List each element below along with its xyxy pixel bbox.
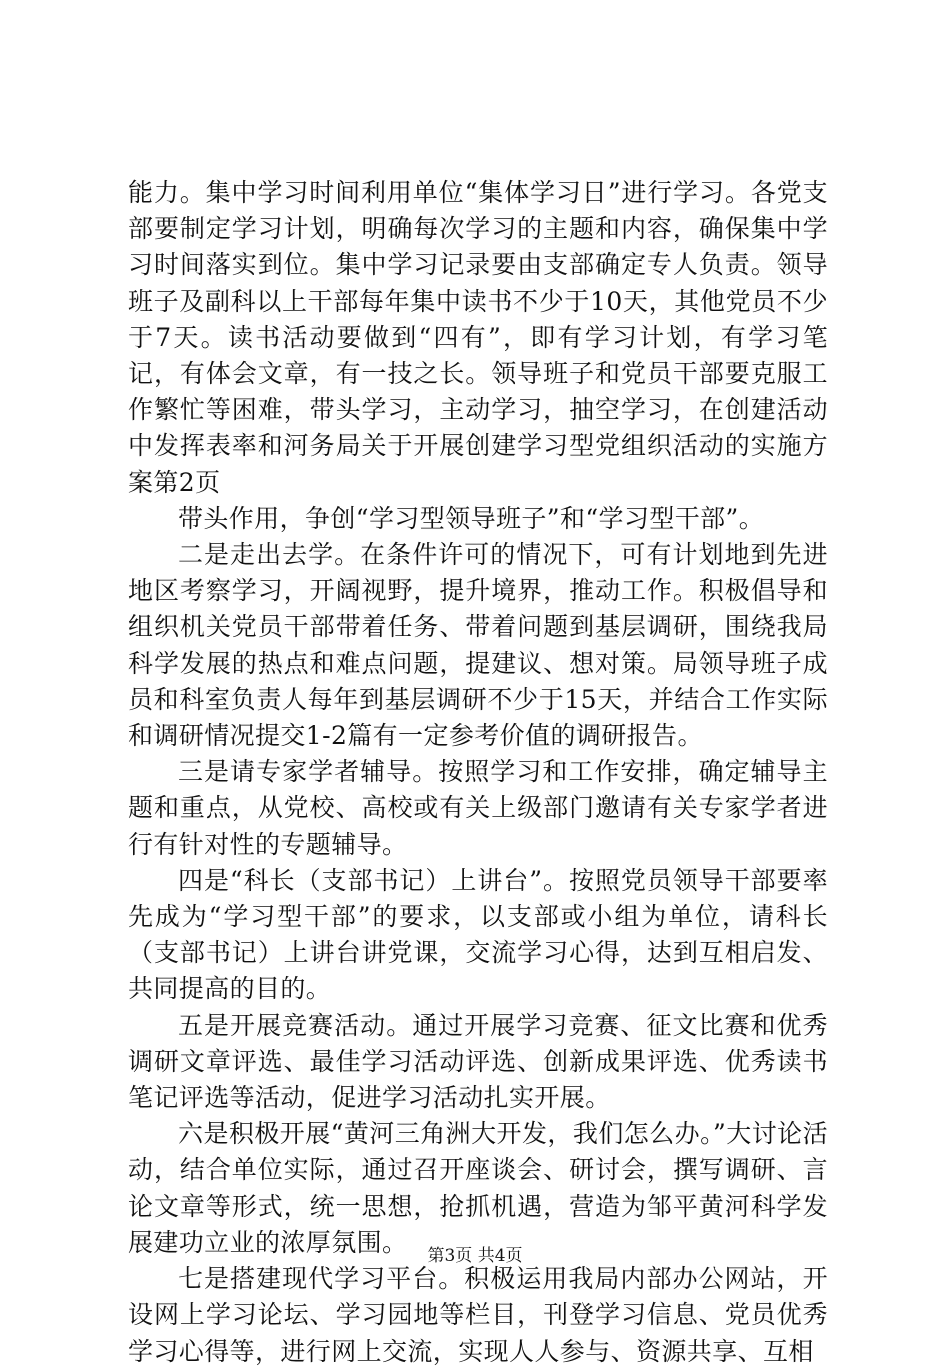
paragraph-item-6: 六是积极开展“黄河三角洲大开发，我们怎么办。”大讨论活动，结合单位实际，通过召开座谈会、研讨会，撰写调研、言论文章等形式，统一思想，抢抓机遇，营造为邹平黄河科学发展建功立业的浓厚氛围。 — [128, 1119, 828, 1257]
page-footer: 第3页 共4页 — [427, 1246, 523, 1266]
body-text — [128, 175, 828, 1370]
paragraph-lead-by-example: 带头作用，争创“学习型领导班子”和“学习型干部”。 — [178, 503, 765, 533]
paragraph-item-7: 七是搭建现代学习平台。积极运用我局内部办公网站，开设网上学习论坛、学习园地等栏目，刊登学习信息、党员优秀学习心得等，进行网上交流，实现人人参与、资源共享、互相 — [128, 1264, 828, 1366]
paragraph-item-4: 四是“科长（支部书记）上讲台”。按照党员领导干部要率先成为“学习型干部”的要求，以支部或小组为单位，请科长（支部书记）上讲台讲党课，交流学习心得，达到互相启发、共同提高的目的。 — [128, 865, 828, 1004]
paragraph-item-2: 二是走出去学。在条件许可的情况下，可有计划地到先进地区考察学习，开阔视野，提升境界，推动工作。积极倡导和组织机关党员干部带着任务、带着问题到基层调研，围绕我局科学发展的热点和难点问题，提建议、想对策。局领导班子成员和科室负责人每年到基层调研不少于15天，并结合工作实际和调研情况提交1-2篇有一定参考价值的调研报告。 — [128, 540, 828, 751]
paragraph-continuation: 能力。集中学习时间利用单位“集体学习日”进行学习。各党支部要制定学习计划，明确每次学习的主题和内容，确保集中学习时间落实到位。集中学习记录要由支部确定专人负责。领导班子及副科以上干部每年集中读书不少于10天，其他党员不少于7天。读书活动要做到“四有”，即有学习计划，有学习笔记，有体会文章，有一技之长。领导班子和党员干部要克服工作繁忙等困难，带头学习，主动学习，抽空学习，在创建活动中发挥表率和河务局关于开展创建学习型党组织活动的实施方案第2页 — [128, 178, 828, 497]
paragraph-item-3: 三是请专家学者辅导。按照学习和工作安排，确定辅导主题和重点，从党校、高校或有关上级部门邀请有关专家学者进行有针对性的专题辅导。 — [128, 757, 828, 859]
paragraph-item-5: 五是开展竞赛活动。通过开展学习竞赛、征文比赛和优秀调研文章评选、最佳学习活动评选、创新成果评选、优秀读书笔记评选等活动，促进学习活动扎实开展。 — [128, 1010, 828, 1113]
